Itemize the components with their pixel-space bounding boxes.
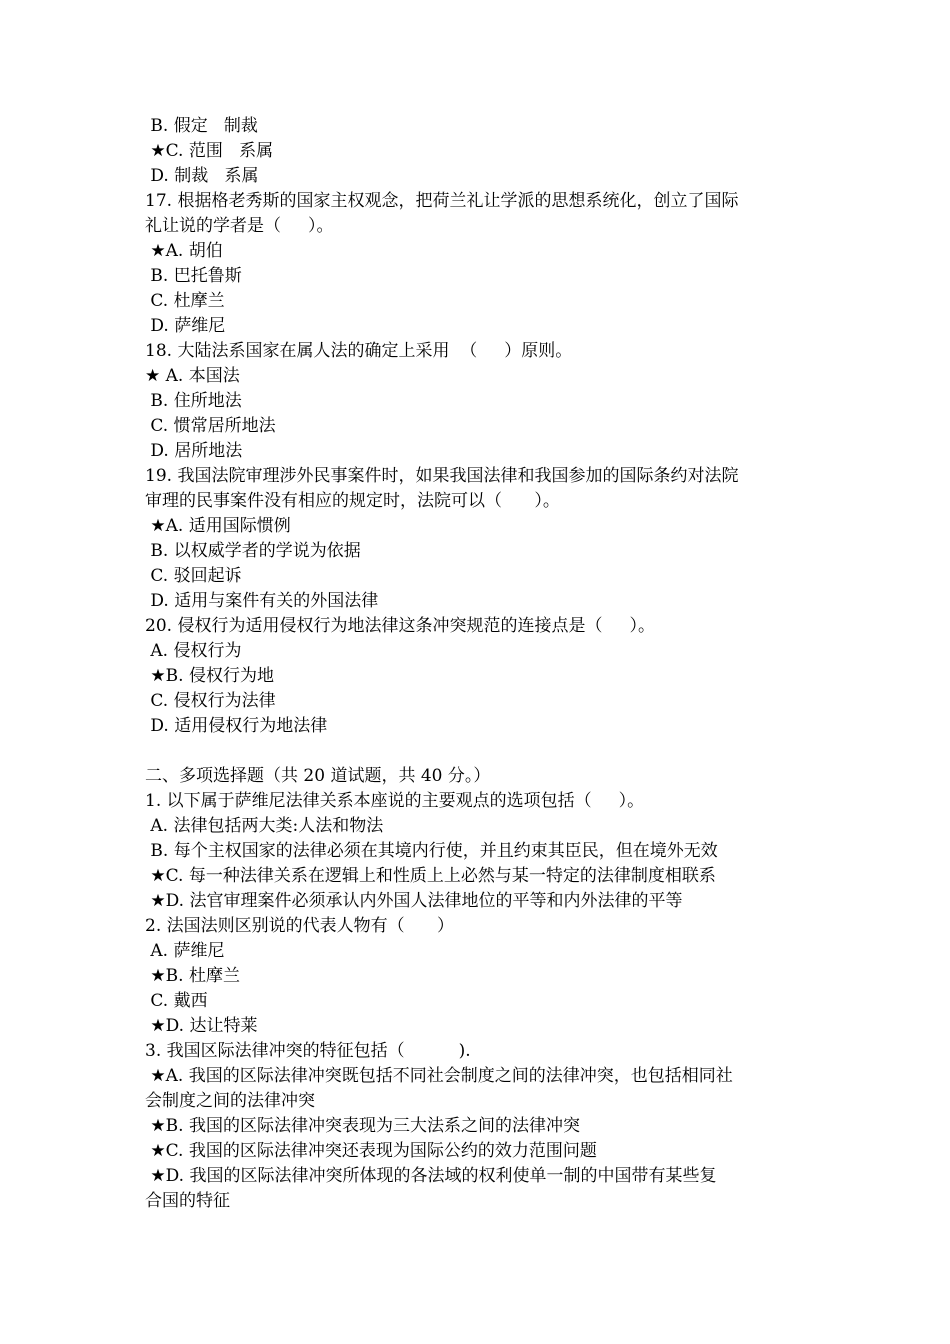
text-line: A. 侵权行为 (145, 641, 242, 661)
text-line: B. 住所地法 (145, 391, 242, 411)
section-heading: 二、多项选择题（共 20 道试题，共 40 分。） (145, 766, 491, 786)
multiple-choice-section (145, 764, 835, 1214)
question-19: 19. 我国法院审理涉外民事案件时，如果我国法律和我国参加的国际条约对法院 (145, 466, 739, 486)
text-line: B. 假定 制裁 (145, 116, 258, 136)
section-gap (145, 739, 835, 764)
question-1: 1. 以下属于萨维尼法律关系本座说的主要观点的选项包括（ ）。 (145, 791, 645, 811)
text-line: B. 每个主权国家的法律必须在其境内行使，并且约束其臣民，但在境外无效 (145, 841, 718, 861)
text-line: ★D. 我国的区际法律冲突所体现的各法域的权利使单一制的中国带有某些复 (145, 1166, 717, 1186)
text-line: C. 杜摩兰 (145, 291, 225, 311)
question-20: 20. 侵权行为适用侵权行为地法律这条冲突规范的连接点是（ ）。 (145, 616, 655, 636)
text-line: C. 侵权行为法律 (145, 691, 276, 711)
text-line: ★C. 我国的区际法律冲突还表现为国际公约的效力范围问题 (145, 1141, 597, 1161)
text-line: ★A. 胡伯 (145, 241, 223, 261)
question-2: 2. 法国法则区别说的代表人物有（ ） (145, 916, 455, 936)
text-line: ★B. 侵权行为地 (145, 666, 274, 686)
text-line: ★A. 适用国际惯例 (145, 516, 291, 536)
text-line: A. 法律包括两大类:人法和物法 (145, 816, 384, 836)
text-line: ★D. 法官审理案件必须承认内外国人法律地位的平等和内外法律的平等 (145, 891, 683, 911)
text-line: ★C. 范围 系属 (145, 141, 274, 161)
text-line: ★B. 我国的区际法律冲突表现为三大法系之间的法律冲突 (145, 1116, 580, 1136)
question-17: 17. 根据格老秀斯的国家主权观念，把荷兰礼让学派的思想系统化，创立了国际 (145, 191, 739, 211)
text-line: D. 居所地法 (145, 441, 243, 461)
text-line: D. 适用与案件有关的外国法律 (145, 591, 379, 611)
question-3: 3. 我国区际法律冲突的特征包括（ ). (145, 1041, 471, 1061)
text-line: C. 驳回起诉 (145, 566, 242, 586)
document-body (145, 114, 835, 1214)
text-line: B. 以权威学者的学说为依据 (145, 541, 361, 561)
text-line: ★B. 杜摩兰 (145, 966, 240, 986)
text-line: ★ A. 本国法 (145, 366, 240, 386)
question-18: 18. 大陆法系国家在属人法的确定上采用 （ ）原则。 (145, 341, 573, 361)
text-line: A. 萨维尼 (145, 941, 225, 961)
text-line: D. 适用侵权行为地法律 (145, 716, 328, 736)
text-line: 礼让说的学者是（ ）。 (145, 216, 334, 236)
text-line: 会制度之间的法律冲突 (145, 1091, 315, 1111)
text-line: ★D. 达让特莱 (145, 1016, 258, 1036)
text-line: 合国的特征 (145, 1191, 230, 1211)
text-line: B. 巴托鲁斯 (145, 266, 242, 286)
text-line: D. 萨维尼 (145, 316, 226, 336)
single-choice-section (145, 114, 835, 739)
text-line: C. 惯常居所地法 (145, 416, 276, 436)
text-line: ★A. 我国的区际法律冲突既包括不同社会制度之间的法律冲突，也包括相同社 (145, 1066, 733, 1086)
text-line: 审理的民事案件没有相应的规定时，法院可以（ ）。 (145, 491, 560, 511)
text-line: ★C. 每一种法律关系在逻辑上和性质上上必然与某一特定的法律制度相联系 (145, 866, 716, 886)
text-line: D. 制裁 系属 (145, 166, 259, 186)
text-line: C. 戴西 (145, 991, 208, 1011)
